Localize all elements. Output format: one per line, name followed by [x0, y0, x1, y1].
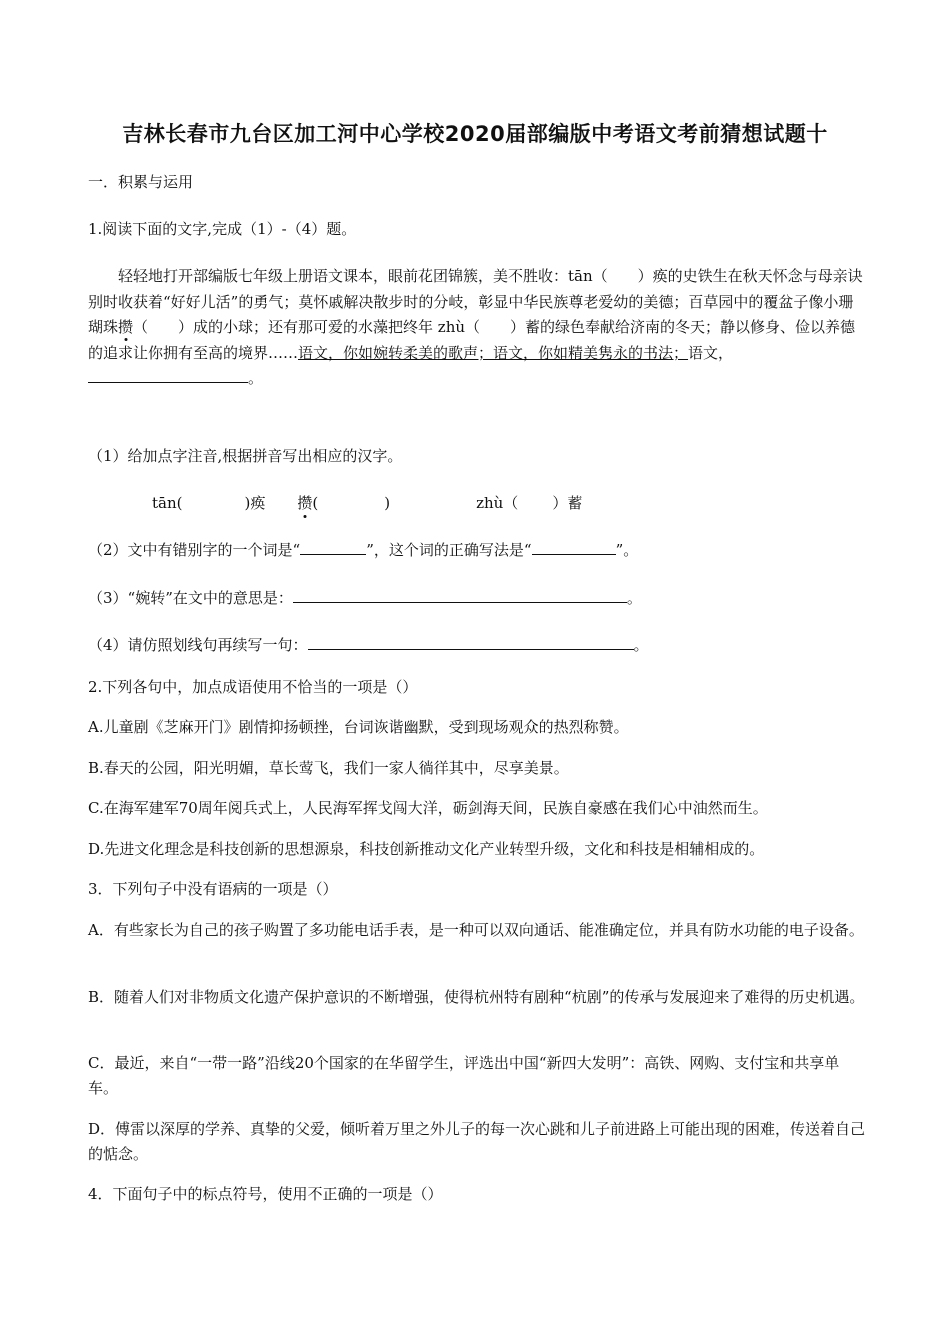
- sub-question-3: [88, 588, 642, 608]
- pinyin-c-close: ）蓄: [552, 494, 583, 512]
- answer-blank[interactable]: [88, 368, 248, 383]
- sub-question-2: [88, 540, 638, 560]
- underlined-sentence: 语文，你如婉转柔美的歌声；语文，你如精美隽永的书法；: [298, 343, 689, 362]
- question-2-option-c: C.在海军建军70周年阅兵式上，人民海军挥戈闯大洋，砺剑海天间，民族自豪感在我们心中油然而生。: [88, 799, 768, 817]
- sub2-text-b: ”，这个词的正确写法是“: [366, 541, 532, 559]
- passage-text-1: 轻轻地打开部编版七年级上册语文课本，眼前花团锦簇，美不胜收：tān（ ）痪的史铁生在秋天怀念与母亲诀别时收获着“好好儿活”的勇气；莫怀戚解决散步时的分岐，彰显中华民族尊老爱幼的美德；百草园中的覆盆子像小珊瑚珠: [88, 267, 863, 336]
- question-3-option-d: D．傅雷以深厚的学养、真挚的父爱，倾听着万里之外儿子的每一次心跳和儿子前进路上可能出现的困难，传送着自己的惦念。: [88, 1120, 866, 1163]
- passage-text-3: 语文，: [688, 343, 734, 362]
- pinyin-b-close: ): [384, 494, 391, 512]
- page-title: 吉林长春市九台区加工河中心学校2020届部编版中考语文考前猜想试题十: [122, 122, 828, 146]
- question-3-option-b: B．随着人们对非物质文化遗产保护意识的不断增强，使得杭州特有剧种“杭剧”的传承与发展迎来了难得的历史机遇。: [88, 988, 865, 1006]
- sub-question-4: [88, 635, 649, 655]
- continue-sentence-blank[interactable]: [308, 635, 634, 650]
- question-3-option-a: A．有些家长为自己的孩子购置了多功能电话手表，是一种可以双向通话、能准确定位，并具有防水功能的电子设备。: [88, 921, 864, 939]
- question-1-stem: 1.阅读下面的文字,完成（1）-（4）题。: [88, 220, 357, 238]
- sub3-text: （3）“婉转”在文中的意思是：: [88, 589, 293, 607]
- question-3-option-c: C．最近，来自“一带一路”沿线20个国家的在华留学生，评选出中国“新四大发明”：高铁、网购、支付宝和共享单车。: [88, 1054, 840, 1097]
- pinyin-b-character: 攒: [297, 494, 313, 512]
- sub2-text-c: ”。: [615, 541, 639, 559]
- passage-end: 。: [248, 369, 264, 387]
- passage-text-2: （ ）成的小球；还有那可爱的水藻把终年 zhù（ ）蓄的绿色奉献给济南的冬天；静以修身、俭以养德的追求让你拥有至高的境界……: [88, 318, 856, 362]
- pinyin-row: [152, 493, 582, 513]
- meaning-blank[interactable]: [293, 588, 627, 603]
- question-2-option-a: A.儿童剧《芝麻开门》剧情抑扬顿挫，台词诙谐幽默，受到现场观众的热烈称赞。: [88, 718, 629, 736]
- sub4-end: 。: [633, 636, 649, 654]
- pinyin-a-open: tān(: [152, 494, 183, 512]
- question-2-stem: 2.下列各句中，加点成语使用不恰当的一项是（）: [88, 678, 418, 696]
- sub3-end: 。: [626, 589, 642, 607]
- dotted-character: 攒: [118, 318, 134, 336]
- sub4-text: （4）请仿照划线句再续写一句：: [88, 636, 308, 654]
- wrong-word-blank[interactable]: [300, 540, 366, 555]
- pinyin-b-open: (: [312, 494, 319, 512]
- question-3-stem: 3．下列句子中没有语病的一项是（）: [88, 880, 338, 898]
- question-2-option-b: B.春天的公园，阳光明媚，草长莺飞，我们一家人徜徉其中，尽享美景。: [88, 759, 569, 777]
- question-2-option-d: D.先进文化理念是科技创新的思想源泉，科技创新推动文化产业转型升级，文化和科技是相辅相成的。: [88, 840, 765, 858]
- section-heading: 一．积累与运用: [88, 173, 194, 191]
- question-4-stem: 4．下面句子中的标点符号，使用不正确的一项是（）: [88, 1185, 443, 1203]
- correct-word-blank[interactable]: [532, 540, 616, 555]
- sub-question-1: （1）给加点字注音,根据拼音写出相应的汉字。: [88, 447, 403, 465]
- pinyin-c-open: zhù（: [476, 494, 519, 512]
- sub2-text-a: （2）文中有错别字的一个词是“: [88, 541, 301, 559]
- question-1-passage: [88, 264, 868, 392]
- pinyin-a-close: )痪: [244, 494, 266, 512]
